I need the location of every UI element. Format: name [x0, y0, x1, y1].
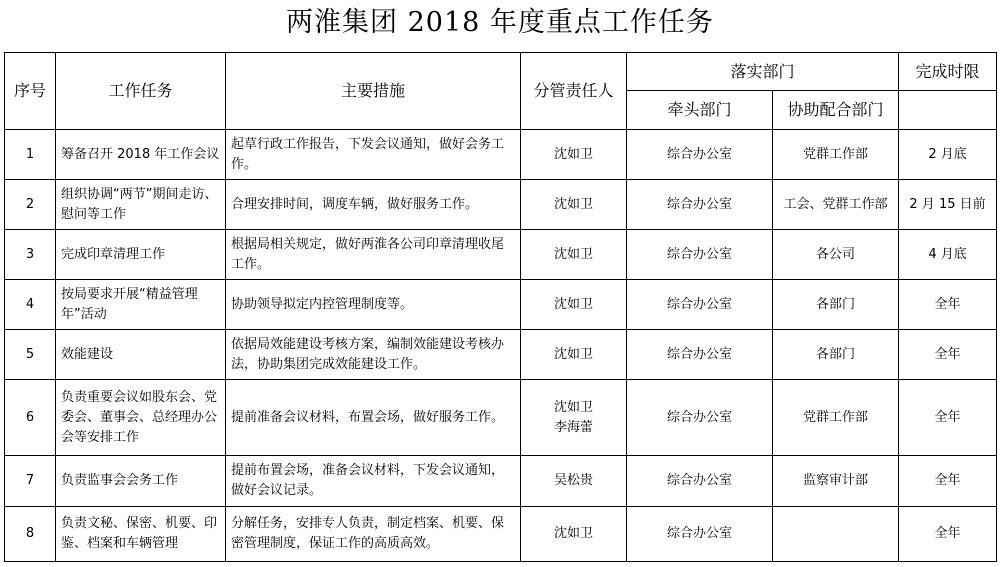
row-lead-dept: 综合办公室 [627, 456, 773, 507]
header-lead-dept: 牵头部门 [627, 91, 773, 130]
row-deadline: 全年 [899, 456, 997, 507]
row-leader: 沈如卫 [521, 330, 627, 380]
row-seq: 6 [5, 380, 56, 456]
row-leader-name: 沈如卫 [553, 399, 593, 415]
row-task: 负责重要会议如股东会、党委会、董事会、总经理办公会等安排工作 [56, 380, 226, 456]
row-lead-dept: 综合办公室 [627, 330, 773, 380]
row-leader: 沈如卫 [521, 130, 627, 180]
header-measures: 主要措施 [226, 53, 521, 130]
row-assist-dept: 各部门 [773, 280, 899, 330]
row-leader: 吴松贵 [521, 456, 627, 507]
table-row [5, 330, 997, 380]
table-row [5, 230, 997, 280]
row-assist-dept: 各公司 [773, 230, 899, 280]
row-deadline: 全年 [899, 280, 997, 330]
row-assist-dept: 党群工作部 [773, 130, 899, 180]
table-row [5, 456, 997, 507]
row-task: 负责监事会会务工作 [56, 456, 226, 507]
row-task: 效能建设 [56, 330, 226, 380]
row-leader: 沈如卫 [521, 230, 627, 280]
row-lead-dept: 综合办公室 [627, 230, 773, 280]
row-seq: 3 [5, 230, 56, 280]
row-seq: 5 [5, 330, 56, 380]
row-assist-dept: 监察审计部 [773, 456, 899, 507]
row-seq: 7 [5, 456, 56, 507]
row-seq: 2 [5, 180, 56, 230]
row-lead-dept: 综合办公室 [627, 280, 773, 330]
row-measures: 协助领导拟定内控管理制度等。 [226, 280, 521, 330]
row-seq: 1 [5, 130, 56, 180]
row-assist-dept: 党群工作部 [773, 380, 899, 456]
header-assist-dept: 协助配合部门 [773, 91, 899, 130]
row-task: 负责文秘、保密、机要、印鉴、档案和车辆管理 [56, 507, 226, 562]
row-deadline: 2 月底 [899, 130, 997, 180]
row-seq: 4 [5, 280, 56, 330]
row-deadline: 2 月 15 日前 [899, 180, 997, 230]
row-measures: 分解任务，安排专人负责，制定档案、机要、保密管理制度，保证工作的高质高效。 [226, 507, 521, 562]
row-measures: 提前准备会议材料，布置会场，做好服务工作。 [226, 380, 521, 456]
page-title: 两淮集团 2018 年度重点工作任务 [286, 7, 714, 38]
row-measures: 合理安排时间，调度车辆，做好服务工作。 [226, 180, 521, 230]
row-leader: 沈如卫 [521, 507, 627, 562]
row-leader-name-2: 李海蕾 [553, 419, 593, 435]
table-row [5, 380, 997, 456]
row-lead-dept: 综合办公室 [627, 507, 773, 562]
row-measures: 依据局效能建设考核方案，编制效能建设考核办法，协助集团完成效能建设工作。 [226, 330, 521, 380]
row-task: 完成印章清理工作 [56, 230, 226, 280]
row-seq: 8 [5, 507, 56, 562]
header-leader: 分管责任人 [521, 53, 627, 130]
row-assist-dept: 各部门 [773, 330, 899, 380]
table-row [5, 507, 997, 562]
header-seq: 序号 [5, 53, 56, 130]
row-assist-dept [773, 507, 899, 562]
row-task: 按局要求开展“精益管理年”活动 [56, 280, 226, 330]
row-leader [521, 380, 627, 456]
row-assist-dept: 工会、党群工作部 [773, 180, 899, 230]
header-deadline: 完成时限 [899, 53, 997, 91]
header-deadline-blank [899, 91, 997, 130]
row-leader: 沈如卫 [521, 280, 627, 330]
row-lead-dept: 综合办公室 [627, 180, 773, 230]
row-lead-dept: 综合办公室 [627, 130, 773, 180]
row-deadline: 4 月底 [899, 230, 997, 280]
header-task: 工作任务 [56, 53, 226, 130]
task-table [4, 52, 997, 562]
header-row [5, 53, 997, 91]
table-row [5, 280, 997, 330]
table-row [5, 180, 997, 230]
row-leader: 沈如卫 [521, 180, 627, 230]
table-row [5, 130, 997, 180]
row-measures: 提前布置会场，准备会议材料，下发会议通知，做好会议记录。 [226, 456, 521, 507]
row-measures: 根据局相关规定，做好两淮各公司印章清理收尾工作。 [226, 230, 521, 280]
row-deadline: 全年 [899, 330, 997, 380]
row-measures: 起草行政工作报告，下发会议通知，做好会务工作。 [226, 130, 521, 180]
row-task: 组织协调“两节”期间走访、慰问等工作 [56, 180, 226, 230]
row-task: 筹备召开 2018 年工作会议 [56, 130, 226, 180]
row-deadline: 全年 [899, 507, 997, 562]
row-lead-dept: 综合办公室 [627, 380, 773, 456]
header-dept: 落实部门 [627, 53, 899, 91]
row-deadline: 全年 [899, 380, 997, 456]
